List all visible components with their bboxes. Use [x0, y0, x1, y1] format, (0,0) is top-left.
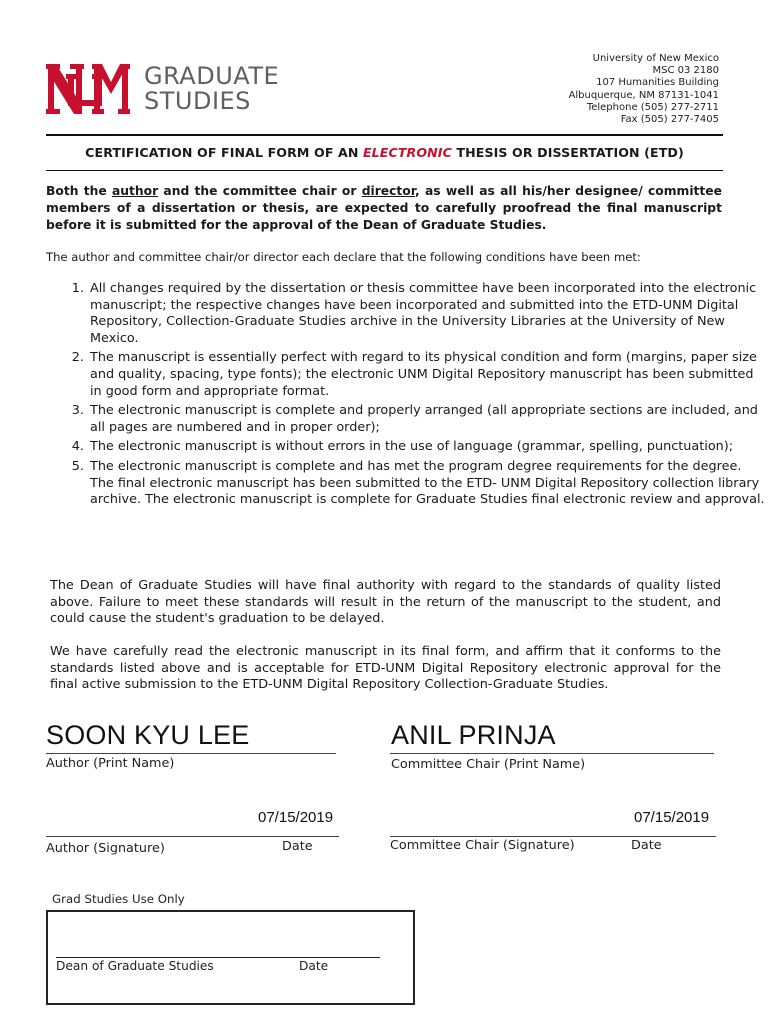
chair-signature-line [390, 836, 716, 837]
address-line: MSC 03 2180 [652, 65, 719, 77]
grad-use-label: Grad Studies Use Only [52, 892, 185, 906]
logo-line-1: GRADUATE [144, 62, 280, 90]
chair-date-label: Date [631, 838, 662, 853]
condition-item: 2. The manuscript is essentially perfect with regard to its physical condition and form (margins, paper size and quality, spacing, type fonts); the electronic UNM Digital Repository manuscript has been submitted in good form and appropriate format. [88, 350, 768, 400]
condition-item: 5. The electronic manuscript is complete and has met the program degree requirements for the degree. The final electronic manuscript has been submitted to the ETD- UNM Digital Repository collection library archive. The electronic manuscript is complete for Graduate Studies final electronic review and approval. [88, 459, 768, 509]
svg-text:UNM: UNM [88, 90, 91, 91]
address-line: 107 Humanities Building [596, 77, 719, 89]
chair-date-value[interactable]: 07/15/2019 [634, 809, 710, 826]
conditions-list [42, 281, 768, 512]
title-emphasis: ELECTRONIC [362, 145, 452, 160]
dean-label: Dean of Graduate Studies [56, 959, 214, 973]
chair-signature-label: Committee Chair (Signature) [390, 838, 575, 853]
condition-item: 1. All changes required by the dissertation or thesis committee have been incorporated into the electronic manuscript; the respective changes have been incorporated and submitted into the ETD-UNM Digital Repository, Collection-Graduate Studies archive in the University Libraries at the University of New Mexico. [88, 281, 768, 347]
dean-authority-paragraph: The Dean of Graduate Studies will have final authority with regard to the standards of quality listed above. Failure to meet these standards will result in the return of the manuscript to the student, and could cause the student's graduation to be delayed. [50, 578, 721, 627]
condition-item: 4. The electronic manuscript is without errors in the use of language (grammar, spelling, punctuation); [88, 439, 768, 456]
logo-wordmark [144, 64, 279, 114]
author-signature-label: Author (Signature) [46, 841, 165, 856]
author-print-name-label: Author (Print Name) [46, 756, 175, 771]
address-line: Fax (505) 277-7405 [620, 114, 719, 126]
chair-print-name-label: Committee Chair (Print Name) [391, 757, 586, 772]
author-print-name[interactable]: SOON KYU LEE [46, 720, 250, 750]
condition-item: 3. The electronic manuscript is complete and properly arranged (all appropriate sections are included, and all pages are numbered and in proper order); [88, 403, 768, 436]
title-rule [46, 170, 723, 171]
address-line: Telephone (505) 277-2711 [586, 101, 719, 113]
dean-date-label: Date [299, 959, 329, 973]
chair-name-line [390, 753, 714, 754]
address-line: Albuquerque, NM 87131-1041 [568, 89, 719, 101]
address-line: University of New Mexico [592, 53, 719, 64]
header-rule [46, 134, 723, 136]
author-signature-line [46, 836, 339, 837]
author-name-line [46, 753, 336, 754]
intro-statement: Both the author and the committee chair or director, as well as all his/her designee/ committee members of a dissertation or thesis, are expected to carefully proofread the final manuscript before it is submitted for the approval of the Dean of Graduate Studies. [46, 184, 722, 232]
declaration-text: The author and committee chair/or director each declare that the following conditions have been met: [46, 250, 641, 264]
author-date-label: Date [282, 839, 313, 854]
dean-signature-line [56, 957, 380, 958]
unm-logo-icon [46, 60, 130, 118]
logo-line-2: STUDIES [144, 87, 251, 115]
chair-print-name[interactable]: ANIL PRINJA [391, 720, 556, 750]
affirmation-paragraph: We have carefully read the electronic manuscript in its final form, and affirm that it conforms to the standards listed above and is acceptable for ETD-UNM Digital Repository electronic approval for the final active submission to the ETD-UNM Digital Repository Collection-Graduate Studies. [50, 644, 721, 693]
author-date-value[interactable]: 07/15/2019 [258, 809, 334, 826]
form-title: CERTIFICATION OF FINAL FORM OF AN ELECTRONIC THESIS OR DISSERTATION (ETD) [85, 145, 684, 160]
university-address [569, 53, 719, 126]
